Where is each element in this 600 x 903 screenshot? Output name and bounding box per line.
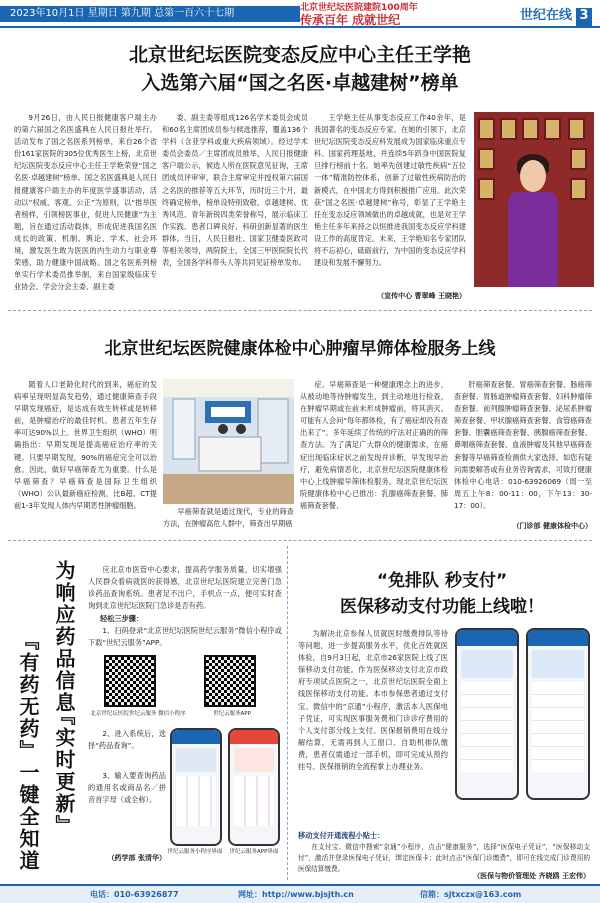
vertical-divider — [287, 546, 288, 880]
article1-col1-text: 9月26日，由人民日报健康客户端主办的第六届国之名医盛典在人民日报社举行。活动发布了国之名医系列榜单，来自26个省份161家医院的305位优秀医生上榜，北京世纪坛医院变态反应中心主任王学艳荣登“国之名医·卓越建树”榜单。国之名医盛典是人民日报健康客户端主办的年度医学盛事活动，活动以“权威、客观、公正”为原则，以“推举医者榜样，引领榜医事业，促进人民健康”为主题，旨在通过活动载体，形成促进我国名医成长的政策、机制、舆论、学术、社会环境，激发医生敢为医医的内生动力与职业尊荣感，助力健康中国战略。国之名医系列榜单实行学术委员推举制，来自国家级临床专业协会、学会分会主委、副主委 — [14, 113, 157, 292]
qr1-caption: 北京世纪坛医院世纪云服务 微信小程序 — [90, 711, 186, 717]
article2-credit: （门诊部 健康体检中心） — [512, 522, 592, 530]
payment-phone-2 — [526, 628, 590, 800]
article3-credit: （药学部 张清华） — [107, 854, 166, 862]
article4-title-line2: 医保移动支付功能上线啦！ — [340, 597, 544, 617]
article4-guide-title: 移动支付开通流程小贴士： — [298, 831, 385, 840]
article3-title-part1: 为响应药品信息 — [52, 560, 76, 714]
payment-phone-1 — [455, 628, 519, 800]
article2-photo-caption: 早癌筛查就是通过现代，专业的筛查方法，在肿瘤高危人群中，筛查出早期癌 — [163, 507, 294, 529]
article2-col3-text: 肝癌筛查套餐、胃癌筛查套餐、肠癌筛查套餐、胃肠道肿瘤筛查套餐、妇科肿瘤筛查套餐、前列腺肿瘤筛查套餐、泌尿系肿瘤筛查套餐、甲状腺癌筛查套餐、食管癌筛查套餐、胆囊癌筛查套餐、胰腺癌筛查套餐、鼻咽癌筛查套餐、血液肿瘤及其他早癌筛查套餐等早癌筛查检测供大家选择。如您有疑问需要解答或有业务咨询需求，可致打健康体检中心电话：010-63926069（周一至周五上午8：00-11：00，下午13：30-17：00）。 — [454, 380, 592, 510]
footer-phone: 电话：010-63926877 — [90, 890, 179, 899]
footer-website[interactable]: 网址：http://www.bjsjth.cn — [238, 890, 354, 899]
article3-step2 — [88, 728, 166, 764]
section-title — [520, 4, 592, 26]
article3-step1 — [88, 625, 282, 651]
qr2-caption: 世纪云服务APP — [213, 711, 251, 717]
article3-steps-title: 轻松三步骤： — [100, 614, 144, 623]
phone2-caption: 世纪云服务APP界面 — [229, 849, 279, 855]
divider — [8, 310, 592, 311]
phone1-caption: 世纪云服务小程序界面 — [167, 849, 223, 855]
page-footer — [0, 884, 600, 903]
page-number: 3 — [576, 8, 592, 26]
footer-email[interactable]: 信箱：sjtxczx@163.com — [420, 890, 522, 899]
article2-column-1 — [14, 379, 157, 509]
article3-step3-text: 3、输入要查询药品的通用名或商品名／拼音首字母（或全称）。 — [88, 771, 166, 805]
article1-credit: （宣传中心 曹翠峰 王晓艳） — [377, 292, 466, 300]
article4-col-text: 为解决北京参保人员就医时缴费排队等待等问题，进一步提高服务水平，优化百姓就医体验，自9月3日起，北京市26家医院上线了医保移动支付功能。作为医保移动支付北京市政府专项试点医院之一，北京世纪坛医院全面上线医保移动支付功能。本市参保患者通过支付宝、微信中的“京通”小程序，激活本人医保电子凭证，可实现医事服务费和门诊诊疗费用的个人支付部分线上支付。医保报销费用在线分解结算，无需再到人工窗口、自助机排队缴费，患者仅需通过一部手机，即可完成从预约挂号、医保报销的全流程掌上办理业务。 — [298, 629, 448, 772]
app-qr-code[interactable] — [204, 655, 256, 707]
article2-col1-text: 随着人口老龄化时代的到来，癌症的发病率呈现明显高发趋势，通过健康筛查手段早期发现癌症，是达成有效生转移或是转移前，是肿瘤治疗的最佳时机。患者五年生存率可达90%以上。世界卫生组织（WHO）明确指出：早期发现是提高癌症治疗率的关键。只要早期发现，90%的癌症完全可以治愈。因此，做好早癌筛查尤为重要。什么是早癌筛查？早癌筛查是国际卫生组织（WHO）公认最新癌症检测，比B超、CT提前1-3年发现人体内早期恶性肿瘤细胞。 — [14, 380, 157, 509]
article1-col2-text: 委、副主委等组成126名学术委员会成员和60名主席团成员参与候选推荐，覆盖136个学科（含亚学科或重大疾病领域）。经过学术委员会委员／主席团成员推举，人民日报健康客户端公示，候选人所在医院意见征询，王席团成员评审审，联合主席审定并授权第六届国之名医的推荐等五大环节，历时近三个月，最终确定榜单，榜单设特别致敬、卓越建树、优秀风范、青年新锐四类荣誉称号，展示临床工作实践、患者口碑良好、科研创新显著的医生群体。当日，人民日报社、国家卫健委医政司等相关领导，两院院士，全国三甲医院院长代表，全国各学科带头人等共同见证榜单发布。 — [162, 113, 308, 268]
article4-credit: （医保与物价管理处 齐晓鸥 王宏伟） — [473, 872, 590, 880]
article1-column-2 — [162, 112, 308, 302]
date-line: 2023年10月1日 星期日 第九期 总第一百六十七期 — [0, 6, 300, 22]
article1-title-line1: 北京世纪坛医院变态反应中心主任王学艳 — [128, 44, 471, 66]
miniprogram-screenshot — [170, 728, 222, 846]
clinic-photo — [163, 379, 294, 504]
miniprogram-qr-code[interactable] — [104, 655, 156, 707]
hospital-logo — [300, 2, 418, 26]
page-header — [0, 0, 600, 28]
article2-title: 北京世纪坛医院健康体检中心肿瘤早筛体检服务上线 — [104, 339, 496, 359]
article4-title-line1: “免排队 秒支付” — [376, 571, 508, 591]
article3-title-part2: 『实时更新』 — [52, 705, 76, 837]
article3-step1-text: 1、扫码登录“北京世纪坛医院世纪云服务”微信小程序或下载“世纪云服务”APP。 — [88, 626, 282, 648]
logo-line2: 传承百年 成就世纪 — [300, 13, 401, 27]
article3-step2-text: 2、进入系统后，选择“药品查询”。 — [88, 729, 166, 751]
article2-col2-text: 症。早癌筛查是一种健康理念上的进步，从被动地等待肿瘤发生，到主动地进行检查，在肿瘤早期或在前未形成肿瘤前，将其消灭。可能有人会问“每年都体检，有了癌症却没有查出来了”。多年延续了传统的疗法对正确的的筛查方法。为了满足广大群众的健康需求，在癌症出现临床症状之前发现并诊断，早发现早治疗，避免病情恶化，北京世纪坛医院健康体检中心上线肿瘤早筛体检服务。现北京世纪坛医院健康体检中心已推出：乳腺癌筛查套餐、肺癌筛查套餐、 — [300, 380, 448, 510]
article3-intro — [88, 564, 282, 614]
article3-step3 — [88, 770, 166, 846]
app-screenshot — [228, 728, 280, 846]
article3-title-part3: 『有药无药』一键全知道 — [16, 630, 40, 872]
divider — [8, 540, 592, 541]
portrait-photo — [474, 112, 594, 287]
article1-col3-text: 王学艳主任从事变态反应工作40余年，是我国著名的变态反应专家。在她的引领下，北京世纪坛医院变态反应科发展成为国家临床重点专科、国家药理基地，并连续5年跻身中国医院复旦排行榜前十名。她率先创建过敏性疾病“五位一体”精准防控体系，创新了过敏性疾病防治的新模式，在中国北方得到积极推广应用。此次荣获“国之名医·卓越建树”称号，彰显了王学艳主任在变态反应领域做出的卓越成就，也是对王学艳主任多年来持之以恒推进我国变态反应学科建设工作的高度肯定。未来，王学艳知名专家团队将不忘初心，砥砺前行，为中国的变态反应学科建设和发展不懈努力。 — [314, 113, 466, 268]
article4-column — [298, 628, 448, 826]
article1-column-3 — [314, 112, 466, 290]
section-name: 世纪在线 — [519, 8, 572, 23]
article3-intro-text: 应北京市医管中心要求，提高药学服务质量，切实增强人民群众看病就医的获得感，北京世纪坛医院建立完善门急诊药品查询系统。患者足不出户，手机点一点，便可实时查询到北京世纪坛医院门急诊是否有药。 — [88, 565, 282, 611]
article1-title-line2: 入选第六届“国之名医·卓越建树”榜单 — [141, 72, 459, 94]
person-figure — [504, 152, 562, 287]
article1-column-1 — [14, 112, 157, 302]
article2-column-3 — [454, 379, 592, 519]
article2-column-2 — [300, 379, 448, 529]
logo-line1: 北京世纪坛医院建院100周年 — [300, 3, 418, 13]
article4-guide-text: 在支付宝、微信中搜索“京通”小程序，点击“健康服务”，选择“医保电子凭证”，“医保移动支付”，激活并登录医保电子凭证，绑定医保卡；此时点击“医保门诊缴费”，即可在线完成门诊费用的医保结算缴费。 — [298, 843, 590, 873]
